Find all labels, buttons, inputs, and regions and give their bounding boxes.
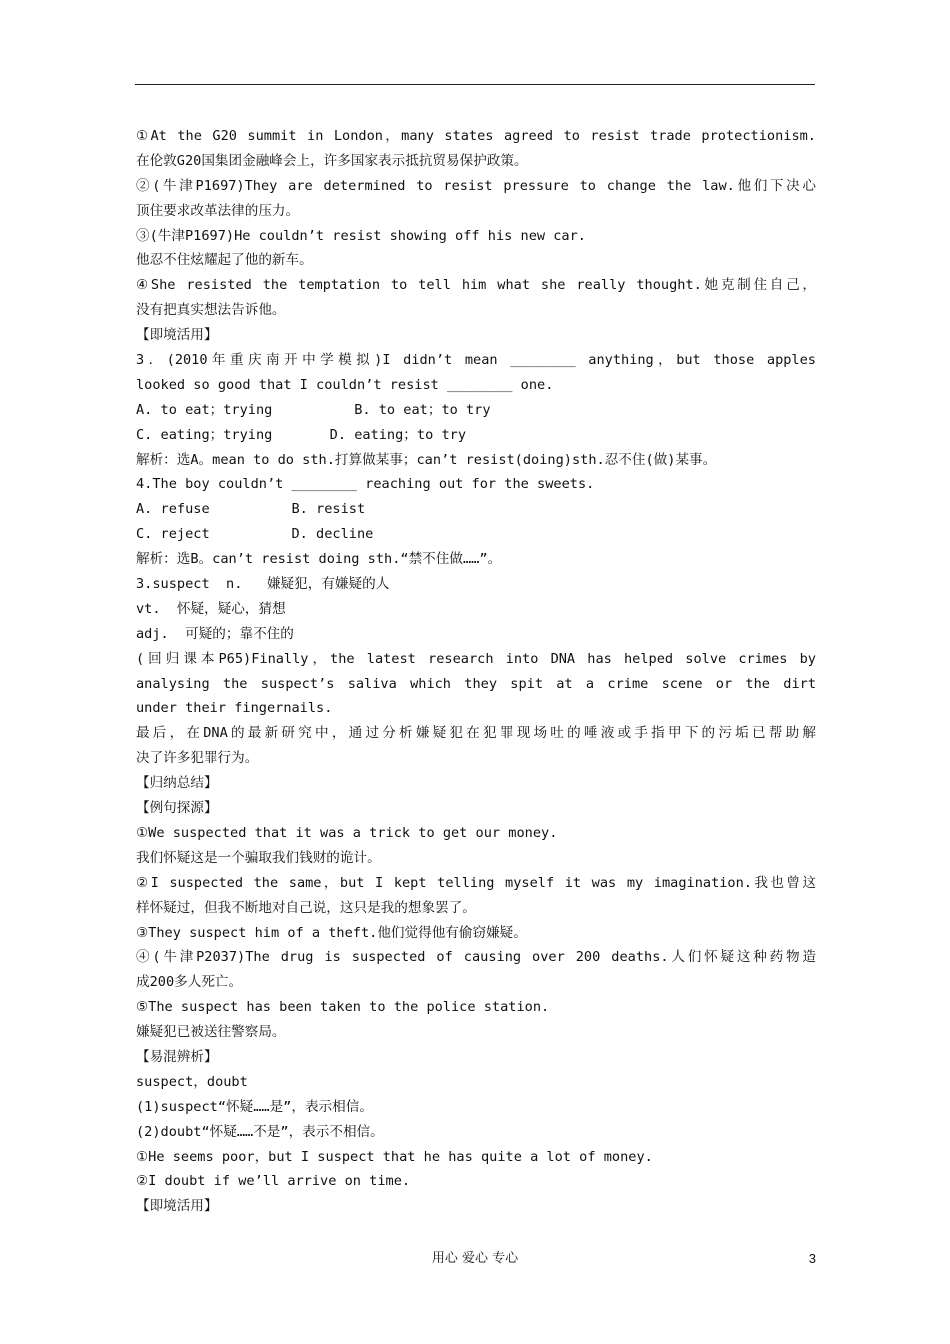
- text-line: analysing the suspect’s saliva which they spit at a crime scene or the dirt: [136, 675, 816, 692]
- text-line: C. eating；trying D. eating；to try: [136, 426, 467, 443]
- text-line: A. to eat；trying B. to eat；to try: [136, 401, 491, 418]
- page-footer: [0, 1249, 950, 1269]
- text-line: adj. 可疑的；靠不住的: [136, 625, 294, 642]
- text-line: ①We suspected that it was a trick to get our money.: [136, 824, 558, 841]
- text-line: 在伦敦G20国集团金融峰会上，许多国家表示抵抗贸易保护政策。: [136, 152, 528, 169]
- text-line: (回归课本P65)Finally，the latest research into DNA has helped solve crimes by: [136, 650, 816, 667]
- text-line: 最后，在DNA的最新研究中，通过分析嫌疑犯在犯罪现场吐的唾液或手指甲下的污垢已帮助解: [136, 725, 816, 742]
- text-line: 【即境活用】: [136, 327, 218, 344]
- text-line: ①At the G20 summit in London，many states agreed to resist trade protectionism.: [136, 128, 816, 144]
- text-line: 样怀疑过，但我不断地对自己说，这只是我的想象罢了。: [136, 899, 476, 916]
- text-line: ⑤The suspect has been taken to the police station.: [136, 999, 550, 1016]
- text-line: C. reject D. decline: [136, 526, 374, 543]
- document-body: [136, 124, 816, 1219]
- text-line: looked so good that I couldn’t resist ________ one.: [136, 376, 554, 393]
- text-line: ③(牛津P1697)He couldn’t resist showing off his new car.: [136, 227, 586, 244]
- text-line: 【例句探源】: [136, 800, 218, 817]
- text-line: 没有把真实想法告诉他。: [136, 302, 286, 319]
- text-line: (2)doubt“怀疑……不是”，表示不相信。: [136, 1123, 384, 1140]
- text-line: 3．(2010年重庆南开中学模拟)I didn’t mean ________ anything，but those apples: [136, 352, 816, 369]
- text-line: 顶住要求改革法律的压力。: [136, 202, 300, 219]
- text-line: 【归纳总结】: [136, 775, 218, 792]
- text-line: ②I doubt if we’ll arrive on time.: [136, 1173, 411, 1190]
- text-line: 4.The boy couldn’t ________ reaching out for the sweets.: [136, 476, 595, 493]
- footer-motto: 用心 爱心 专心: [431, 1251, 519, 1266]
- text-line: A. refuse B. resist: [136, 501, 366, 518]
- text-line: (1)suspect“怀疑……是”，表示相信。: [136, 1098, 373, 1115]
- text-line: 【即境活用】: [136, 1198, 218, 1215]
- text-line: vt. 怀疑，疑心，猜想: [136, 600, 286, 617]
- text-line: under their fingernails.: [136, 700, 333, 717]
- text-line: 嫌疑犯已被送往警察局。: [136, 1024, 286, 1041]
- text-line: ②I suspected the same，but I kept telling myself it was my imagination.我也曾这: [136, 874, 816, 891]
- text-line: ③They suspect him of a theft.他们觉得他有偷窃嫌疑。: [136, 924, 527, 941]
- text-line: ②(牛津P1697)They are determined to resist pressure to change the law.他们下决心: [136, 177, 816, 194]
- text-line: 解析：选A。mean to do sth.打算做某事；can’t resist(doing)sth.忍不住(做)某事。: [136, 451, 717, 468]
- text-line: 他忍不住炫耀起了他的新车。: [136, 252, 313, 269]
- text-line: ④She resisted the temptation to tell him what she really thought.她克制住自己，: [136, 277, 816, 294]
- text-line: 解析：选B。can’t resist doing sth.“禁不住做……”。: [136, 551, 502, 568]
- text-line: ④(牛津P2037)The drug is suspected of causing over 200 deaths.人们怀疑这种药物造: [136, 949, 816, 966]
- header-rule: [135, 84, 815, 85]
- text-line: 决了许多犯罪行为。: [136, 750, 259, 767]
- page-number: 3: [808, 1251, 816, 1266]
- text-line: suspect，doubt: [136, 1073, 248, 1090]
- text-line: 【易混辨析】: [136, 1048, 218, 1065]
- text-line: 成200多人死亡。: [136, 974, 243, 991]
- text-line: 我们怀疑这是一个骗取我们钱财的诡计。: [136, 849, 381, 866]
- text-line: 3.suspect n. 嫌疑犯，有嫌疑的人: [136, 576, 390, 593]
- text-line: ①He seems poor，but I suspect that he has quite a lot of money.: [136, 1148, 653, 1165]
